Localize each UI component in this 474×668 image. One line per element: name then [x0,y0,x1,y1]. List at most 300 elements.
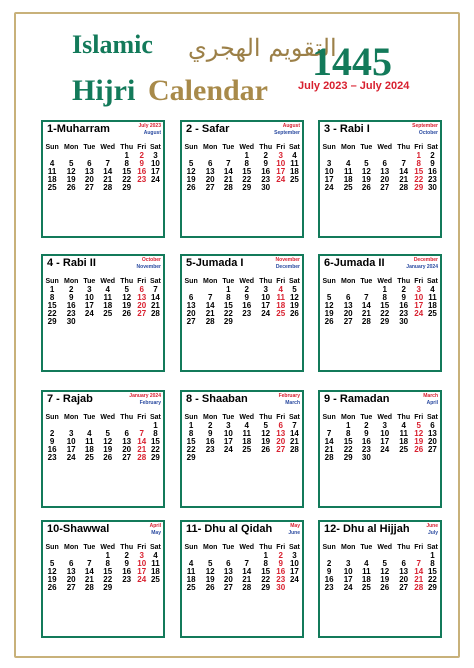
month-header [320,522,440,540]
week-row [320,454,440,462]
day-cell: 15 [261,567,271,576]
day-cell: 16 [361,437,371,446]
weekday-header: Wed [239,413,255,421]
day-cell: 26 [289,309,299,318]
day-cell: 21 [223,175,233,184]
day-cell [136,184,148,192]
day-cell: 6 [207,159,213,168]
day-cell: 18 [361,575,371,584]
day-cell [287,454,302,462]
day-cell: 7 [326,429,332,438]
day-cell: 17 [289,567,299,576]
day-cell: 6 [401,559,406,568]
day-cell: 12 [66,167,76,176]
weekday-header: Wed [239,543,255,551]
day-cell: 17 [276,167,286,176]
day-cell: 4 [292,151,297,160]
day-cell: 14 [137,437,147,446]
day-cell: 20 [205,175,215,184]
day-cell: 11 [276,293,285,302]
day-cell: 9 [263,159,268,168]
day-cell: 24 [84,309,94,318]
weekday-header: Thu [397,413,411,421]
day-cell: 24 [276,175,286,184]
day-table [182,276,302,326]
day-cell: 12 [361,167,371,176]
day-cell: 5 [416,421,421,430]
day-cell: 30 [66,317,76,326]
day-cell: 7 [105,159,110,168]
day-cell: 14 [150,293,160,302]
week-row [182,454,302,462]
day-cell: 4 [153,551,158,560]
day-cell: 5 [68,159,74,168]
day-cell: 19 [414,437,424,446]
day-cell: 9 [139,159,144,168]
day-cell: 5 [364,159,369,168]
gregorian-month-2: May [151,530,161,536]
day-cell: 3 [292,551,297,560]
day-cell: 24 [261,309,271,318]
weekday-header: Sat [426,143,438,151]
weekday-header: Tue [360,543,373,551]
day-cell: 17 [223,437,233,446]
day-cell: 2 [49,429,55,438]
day-cell: 2 [430,151,435,160]
day-cell: 27 [276,445,286,454]
month-name: 2 - Safar [186,123,230,135]
day-cell: 6 [430,421,435,430]
day-cell: 23 [324,583,334,592]
day-cell: 2 [364,421,369,430]
day-cell: 15 [150,437,160,446]
day-cell: 25 [84,453,94,462]
week-row [320,318,440,326]
day-cell: 25 [343,183,353,192]
day-cell: 5 [263,421,268,430]
day-cell: 16 [205,437,215,446]
day-cell: 18 [399,437,409,446]
day-cell [237,454,257,462]
gregorian-month-1: July 2023 [138,123,161,129]
day-cell: 3 [278,151,283,160]
day-cell: 26 [261,445,271,454]
day-cell: 18 [427,301,437,310]
day-cell: 23 [122,575,132,584]
weekday-header: Sun [45,413,59,421]
day-cell: 20 [66,575,76,584]
day-cell: 15 [186,437,196,446]
day-cell: 19 [47,575,57,584]
day-cell: 6 [278,421,283,430]
weekday-header: Tue [222,543,235,551]
day-table [43,276,163,326]
day-cell: 17 [380,437,390,446]
day-cell: 1 [188,421,194,430]
day-cell [425,454,440,462]
day-cell: 15 [223,301,233,310]
weekday-header: Sat [288,413,300,421]
day-cell: 20 [186,309,196,318]
day-cell [275,184,287,192]
day-cell: 17 [66,445,76,454]
weekday-header: Mon [64,277,79,285]
weekday-header: Sun [184,413,198,421]
day-cell: 18 [343,175,353,184]
day-cell: 13 [84,167,94,176]
day-cell [136,318,148,326]
day-cell: 8 [153,429,158,438]
day-cell: 12 [205,567,215,576]
day-cell: 24 [289,575,299,584]
day-cell: 27 [343,317,353,326]
day-cell: 26 [205,583,215,592]
weekday-header: Thu [259,413,273,421]
day-cell: 13 [223,567,233,576]
day-cell: 26 [380,583,390,592]
day-cell: 13 [276,429,286,438]
day-cell: 22 [150,445,160,454]
day-cell: 26 [324,317,334,326]
week-row [43,584,163,592]
day-cell: 24 [66,453,76,462]
day-cell: 12 [289,293,299,302]
day-cell [81,318,97,326]
weekday-header: Tue [222,277,235,285]
day-cell: 2 [326,559,332,568]
month-block [180,120,304,238]
gregorian-month-2: April [426,400,438,406]
day-cell: 13 [343,301,353,310]
day-cell: 2 [68,285,74,294]
day-cell: 19 [66,175,76,184]
day-cell: 10 [324,167,334,176]
day-cell: 29 [343,453,353,462]
day-cell: 13 [380,167,390,176]
day-table [43,542,163,592]
weekday-header: Tue [83,143,96,151]
day-cell: 2 [263,151,268,160]
month-name: 11- Dhu al Qidah [186,523,273,535]
day-cell: 21 [205,309,215,318]
week-row [320,552,440,560]
day-cell: 15 [427,567,437,576]
day-cell: 11 [85,437,94,446]
weekday-header: Sun [322,143,336,151]
day-cell: 21 [414,575,424,584]
weekday-header: Tue [360,277,373,285]
week-row [320,584,440,592]
day-cell: 18 [289,167,299,176]
day-cell: 1 [263,551,268,560]
weekday-header: Fri [276,543,286,551]
day-cell: 5 [105,429,110,438]
day-cell: 9 [401,293,406,302]
day-cell: 20 [276,437,286,446]
day-cell: 20 [343,309,353,318]
day-cell: 18 [84,445,94,454]
weekday-header: Sat [149,277,161,285]
month-block [318,520,442,638]
gregorian-month-1: April [149,523,161,529]
day-cell: 15 [343,437,353,446]
day-cell: 27 [122,453,132,462]
gregorian-month-2: January 2024 [406,264,438,270]
day-cell: 28 [399,183,409,192]
day-cell: 16 [47,445,57,454]
week-row [43,318,163,326]
month-block [318,120,442,238]
gregorian-month-1: December [413,257,438,263]
weekday-header: Sat [288,543,300,551]
day-cell: 2 [207,421,213,430]
weekday-header: Thu [259,277,273,285]
day-cell: 8 [416,159,421,168]
gregorian-month-1: June [426,523,438,529]
day-cell: 9 [207,429,213,438]
day-cell: 28 [289,445,299,454]
weekday-header: Sat [426,413,438,421]
day-cell: 16 [324,575,334,584]
day-cell: 23 [66,309,76,318]
day-cell: 27 [205,183,215,192]
day-cell [237,318,257,326]
day-cell: 7 [416,559,421,568]
day-cell: 20 [427,437,437,446]
day-cell: 10 [414,293,424,302]
day-cell: 8 [263,559,268,568]
day-cell: 10 [380,429,390,438]
day-cell: 1 [430,551,435,560]
weekday-header: Tue [83,413,96,421]
month-header [320,392,440,410]
day-cell: 27 [137,309,147,318]
day-cell: 9 [278,559,283,568]
day-cell: 29 [427,583,437,592]
day-cell: 18 [242,437,252,446]
weekday-header: Fri [276,277,286,285]
day-cell: 10 [84,293,94,302]
day-cell: 9 [364,429,369,438]
day-cell [118,584,136,592]
day-cell: 4 [49,159,55,168]
hijri-year: 1445 [312,39,392,84]
month-name: 7 - Rajab [47,393,93,405]
weekday-header: Fri [137,277,147,285]
day-cell: 4 [244,421,249,430]
day-cell: 3 [139,551,144,560]
weekday-header: Tue [222,413,235,421]
day-cell: 29 [261,583,271,592]
day-cell: 8 [105,559,110,568]
day-cell: 29 [122,183,132,192]
day-cell: 15 [47,301,57,310]
day-cell: 14 [324,437,334,446]
day-cell: 12 [324,301,334,310]
day-cell: 26 [361,183,371,192]
day-cell: 6 [226,559,231,568]
day-cell: 13 [122,437,132,446]
weekday-header: Mon [341,277,356,285]
day-cell: 21 [84,575,94,584]
day-cell: 29 [150,453,160,462]
month-name: 3 - Rabi I [324,123,370,135]
day-cell [413,454,425,462]
day-cell: 30 [361,453,371,462]
weekday-header: Sun [184,143,198,151]
day-cell: 29 [186,453,196,462]
day-table [43,142,163,192]
day-cell: 18 [150,567,160,576]
title-islamic: Islamic [72,30,153,59]
day-cell: 13 [205,167,215,176]
day-cell: 17 [84,301,94,310]
day-cell: 20 [137,301,147,310]
day-cell [136,584,148,592]
day-cell: 6 [188,293,194,302]
weekday-header: Sun [184,543,198,551]
day-cell: 24 [414,309,424,318]
day-cell: 15 [103,567,113,576]
day-cell: 20 [122,445,132,454]
day-cell: 25 [103,309,113,318]
month-block [318,254,442,372]
weekday-header: Thu [397,543,411,551]
day-cell: 18 [276,301,286,310]
day-cell: 16 [242,301,252,310]
day-cell: 3 [153,151,158,160]
day-cell: 29 [103,583,113,592]
day-cell: 5 [124,285,129,294]
gregorian-month-2: August [143,130,161,136]
month-name: 6-Jumada II [324,257,385,269]
gregorian-month-2: March [285,400,300,406]
day-cell: 14 [242,567,252,576]
day-cell [148,584,163,592]
day-cell: 3 [68,429,74,438]
day-cell: 1 [345,421,351,430]
month-header [182,522,302,540]
day-cell: 4 [278,285,283,294]
day-cell: 7 [153,285,158,294]
day-cell: 23 [399,309,409,318]
day-cell: 23 [137,175,147,184]
day-cell: 4 [87,429,92,438]
day-cell: 7 [87,559,92,568]
day-cell: 30 [399,317,409,326]
day-cell: 10 [150,159,160,168]
weekday-header: Fri [276,413,286,421]
day-cell: 29 [223,317,233,326]
weekday-header: Tue [222,143,235,151]
day-cell: 2 [244,285,249,294]
day-cell: 7 [244,559,249,568]
week-row [43,310,163,318]
week-row [43,454,163,462]
title-calendar: Calendar [148,74,268,107]
week-row [182,552,302,560]
day-cell: 12 [122,293,132,302]
day-cell: 12 [103,437,113,446]
day-cell: 8 [244,159,249,168]
month-name: 5-Jumada I [186,257,244,269]
day-cell: 29 [414,183,424,192]
day-cell: 19 [186,175,196,184]
day-cell: 28 [205,317,215,326]
week-row [43,184,163,192]
day-cell: 16 [66,301,76,310]
weekday-header: Sun [45,277,59,285]
day-cell: 24 [343,583,353,592]
day-cell: 3 [226,421,231,430]
day-cell: 19 [261,437,271,446]
day-cell: 8 [49,293,55,302]
day-cell: 28 [103,183,113,192]
weekday-header: Thu [259,143,273,151]
day-cell: 17 [414,301,424,310]
day-cell: 7 [226,159,231,168]
day-cell: 1 [105,551,110,560]
day-cell: 27 [399,583,409,592]
weekday-header: Wed [377,143,393,151]
day-cell [257,454,275,462]
day-cell: 26 [414,445,424,454]
day-cell: 25 [276,309,286,318]
month-name: 1-Muharram [47,123,110,135]
day-cell: 17 [343,575,353,584]
day-cell: 14 [289,429,299,438]
weekday-header: Thu [397,143,411,151]
weekday-header: Sat [149,413,161,421]
day-cell: 13 [399,567,409,576]
week-row [320,152,440,160]
day-cell: 12 [186,167,196,176]
weekday-header: Fri [137,413,147,421]
month-header [182,256,302,274]
day-cell: 16 [261,167,271,176]
gregorian-month-1: October [141,257,161,263]
week-row [182,310,302,318]
weekday-header: Sun [322,413,336,421]
day-cell: 27 [84,183,94,192]
day-cell: 4 [188,559,194,568]
day-cell: 12 [414,429,424,438]
gregorian-month-1: November [275,257,300,263]
weekday-header: Fri [414,413,424,421]
day-cell: 21 [242,575,252,584]
day-cell: 8 [226,293,231,302]
day-cell: 13 [66,567,76,576]
month-header [43,122,163,140]
weekday-header: Fri [414,143,424,151]
weekday-header: Thu [120,543,134,551]
day-cell: 22 [261,575,271,584]
day-cell: 8 [345,429,351,438]
day-cell: 19 [103,445,113,454]
weekday-header: Thu [120,413,134,421]
day-cell: 30 [427,183,437,192]
day-cell [257,318,275,326]
day-cell: 5 [207,559,213,568]
day-cell: 19 [289,301,299,310]
day-cell: 14 [361,301,371,310]
day-cell: 22 [47,309,57,318]
day-cell: 14 [414,567,424,576]
day-cell: 16 [399,301,409,310]
day-cell: 6 [124,429,129,438]
day-cell: 23 [242,309,252,318]
month-block [41,520,165,638]
